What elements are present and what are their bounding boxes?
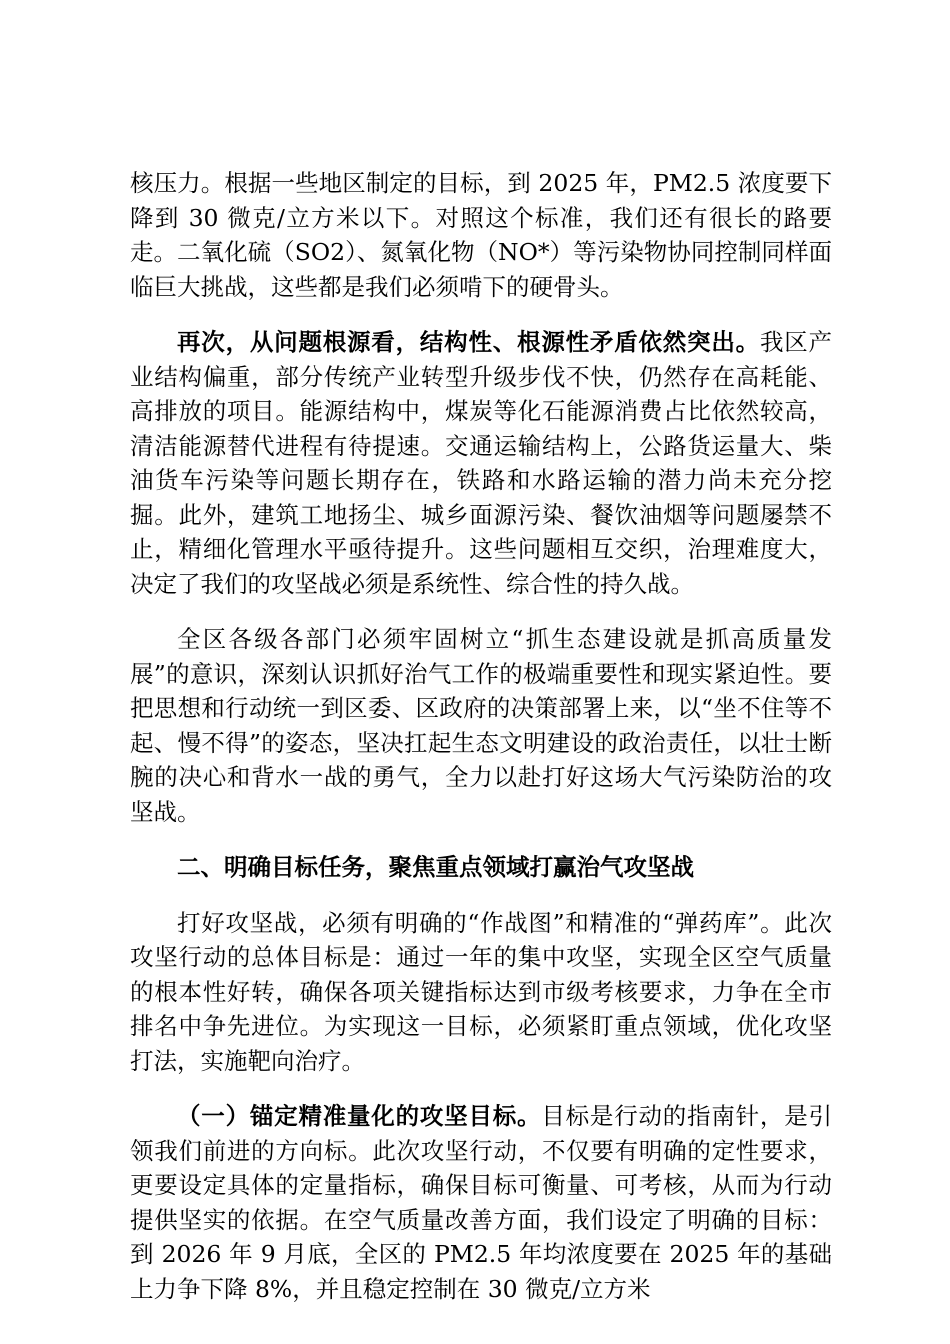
paragraph-overall-goal: [130, 906, 832, 1079]
paragraph-continuation: [130, 166, 832, 304]
paragraph-text: 全区各级各部门必须牢固树立“抓生态建设就是抓高质量发展”的意识，深刻认识抓好治气工作的极端重要性和现实紧迫性。要把思想和行动统一到区委、区政府的决策部署上来，以“坐不住等不起、慢不得”的姿态，坚决扛起生态文明建设的政治责任，以壮士断腕的决心和背水一战的勇气，全力以赴打好这场大气污染防治的攻坚战。: [130, 625, 832, 826]
paragraph-text: 目标是行动的指南针，是引领我们前进的方向标。此次攻坚行动，不仅要有明确的定性要求，更要设定具体的定量指标，确保目标可衡量、可考核，从而为行动提供坚实的依据。在空气质量改善方面，我们设定了明确的目标：到 2026 年 9 月底，全区的 PM2.5 年均浓度要在 2025 年的基础上力争下降 8%，并且稳定控制在 30 微克/立方米: [130, 1102, 833, 1303]
paragraph-text: 打好攻坚战，必须有明确的“作战图”和精准的“弹药库”。此次攻坚行动的总体目标是：通过一年的集中攻坚，实现全区空气质量的根本性好转，确保各项关键指标达到市级考核要求，力争在全市排名中争先进位。为实现这一目标，必须紧盯重点领域，优化攻坚打法，实施靶向治疗。: [130, 908, 832, 1075]
paragraph-root-causes: [130, 325, 832, 601]
document-page: [130, 166, 832, 1327]
section-heading: 二、明确目标任务，聚焦重点领域打赢治气攻坚战: [177, 853, 694, 881]
paragraph-mobilization: [130, 622, 832, 829]
paragraph-target-setting: [130, 1099, 832, 1306]
paragraph-lead: 再次，从问题根源看，结构性、根源性矛盾依然突出。: [177, 328, 760, 356]
paragraph-text: 我区产业结构偏重，部分传统产业转型升级步伐不快，仍然存在高耗能、高排放的项目。能源结构中，煤炭等化石能源消费占比依然较高，清洁能源替代进程有待提速。交通运输结构上，公路货运量大、柴油货车污染等问题长期存在，铁路和水路运输的潜力尚未充分挖掘。此外，建筑工地扬尘、城乡面源污染、餐饮油烟等问题屡禁不止，精细化管理水平亟待提升。这些问题相互交织，治理难度大，决定了我们的攻坚战必须是系统性、综合性的持久战。: [130, 328, 833, 598]
paragraph-text: 核压力。根据一些地区制定的目标，到 2025 年，PM2.5 浓度要下降到 30 微克/立方米以下。对照这个标准，我们还有很长的路要走。二氧化硫（SO2）、氮氧化物（NO*）等污染物协同控制同样面临巨大挑战，这些都是我们必须啃下的硬骨头。: [130, 169, 832, 301]
paragraph-lead: （一）锚定精准量化的攻坚目标。: [177, 1102, 542, 1130]
